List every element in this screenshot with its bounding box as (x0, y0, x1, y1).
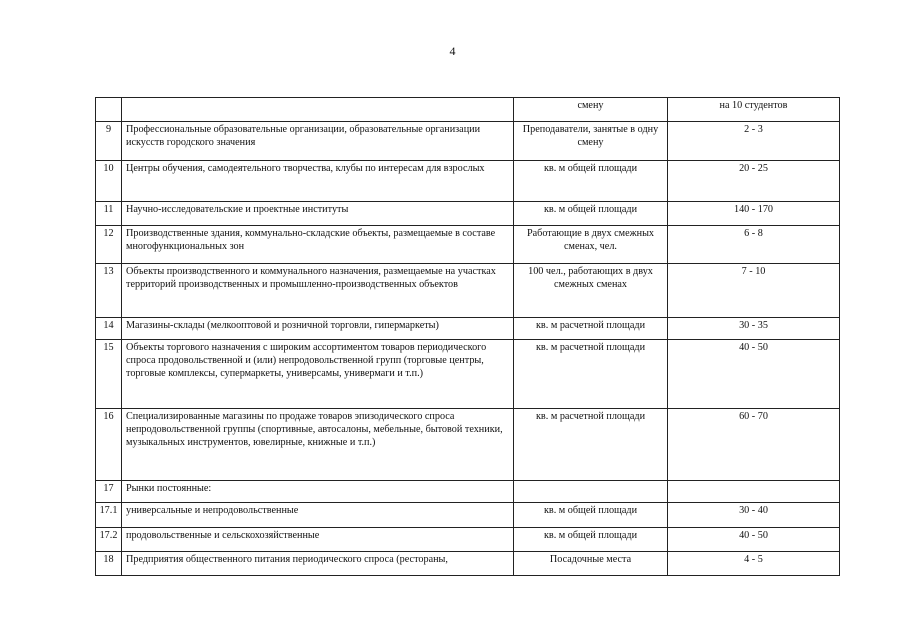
cell-num: 13 (96, 264, 122, 318)
cell-num: 16 (96, 409, 122, 481)
table-row (96, 409, 840, 481)
cell-num: 9 (96, 122, 122, 161)
table-row (96, 481, 840, 503)
cell-norm: 30 - 35 (668, 318, 840, 340)
cell-norm: 40 - 50 (668, 528, 840, 552)
cell-norm: 60 - 70 (668, 409, 840, 481)
table-row (96, 122, 840, 161)
cell-name: Производственные здания, коммунально-складские объекты, размещаемые в составе многофункциональных зон (122, 226, 514, 264)
cell-norm: 6 - 8 (668, 226, 840, 264)
cell-unit: кв. м расчетной площади (514, 318, 668, 340)
page-number: 4 (449, 44, 456, 58)
cell-name: Предприятия общественного питания периодического спроса (рестораны, (122, 552, 514, 576)
cell-unit: кв. м общей площади (514, 202, 668, 226)
cell-unit: кв. м расчетной площади (514, 409, 668, 481)
cell-norm (668, 481, 840, 503)
cell-unit: Работающие в двух смежных сменах, чел. (514, 226, 668, 264)
cell-norm: 20 - 25 (668, 161, 840, 202)
cell-norm: на 10 студентов (668, 98, 840, 122)
cell-num: 18 (96, 552, 122, 576)
table-row (96, 503, 840, 528)
table-row (96, 202, 840, 226)
cell-norm: 30 - 40 (668, 503, 840, 528)
table-row (96, 318, 840, 340)
cell-norm: 4 - 5 (668, 552, 840, 576)
standards-table (95, 97, 840, 576)
table-row-header-continuation (96, 98, 840, 122)
cell-unit: 100 чел., работающих в двух смежных сменах (514, 264, 668, 318)
cell-num: 17 (96, 481, 122, 503)
cell-num: 17.1 (96, 503, 122, 528)
cell-num: 12 (96, 226, 122, 264)
cell-name: Магазины-склады (мелкооптовой и розничной торговли, гипермаркеты) (122, 318, 514, 340)
cell-unit: Преподаватели, занятые в одну смену (514, 122, 668, 161)
cell-name: Научно-исследовательские и проектные институты (122, 202, 514, 226)
cell-num (96, 98, 122, 122)
cell-num: 10 (96, 161, 122, 202)
cell-name: Объекты производственного и коммунального назначения, размещаемые на участках территорий производственных и промышленно-производственных объектов (122, 264, 514, 318)
cell-num: 14 (96, 318, 122, 340)
cell-norm: 2 - 3 (668, 122, 840, 161)
cell-name (122, 98, 514, 122)
cell-name: Центры обучения, самодеятельного творчества, клубы по интересам для взрослых (122, 161, 514, 202)
cell-name: Специализированные магазины по продаже товаров эпизодического спроса непродовольственной группы (спортивные, автосалоны, мебельные, бытовой техники, музыкальных инструментов, ювелирные, книжные и т.п.) (122, 409, 514, 481)
cell-norm: 40 - 50 (668, 340, 840, 409)
cell-name: Профессиональные образовательные организации, образовательные организации искусств городского значения (122, 122, 514, 161)
table-row (96, 226, 840, 264)
table-row (96, 528, 840, 552)
cell-unit: Посадочные места (514, 552, 668, 576)
cell-unit: кв. м общей площади (514, 161, 668, 202)
cell-unit: кв. м общей площади (514, 528, 668, 552)
cell-num: 11 (96, 202, 122, 226)
cell-unit (514, 481, 668, 503)
cell-name: Объекты торгового назначения с широким ассортиментом товаров периодического спроса продовольственной и (или) непродовольственной групп (торговые центры, торговые комплексы, супермаркеты, универсамы, универмаги и т.п.) (122, 340, 514, 409)
cell-num: 17.2 (96, 528, 122, 552)
table-row (96, 340, 840, 409)
table-row (96, 161, 840, 202)
cell-unit: смену (514, 98, 668, 122)
cell-num: 15 (96, 340, 122, 409)
table-row (96, 264, 840, 318)
cell-name: продовольственные и сельскохозяйственные (122, 528, 514, 552)
table-row (96, 552, 840, 576)
cell-norm: 140 - 170 (668, 202, 840, 226)
cell-name: универсальные и непродовольственные (122, 503, 514, 528)
cell-norm: 7 - 10 (668, 264, 840, 318)
cell-unit: кв. м общей площади (514, 503, 668, 528)
cell-unit: кв. м расчетной площади (514, 340, 668, 409)
cell-name: Рынки постоянные: (122, 481, 514, 503)
